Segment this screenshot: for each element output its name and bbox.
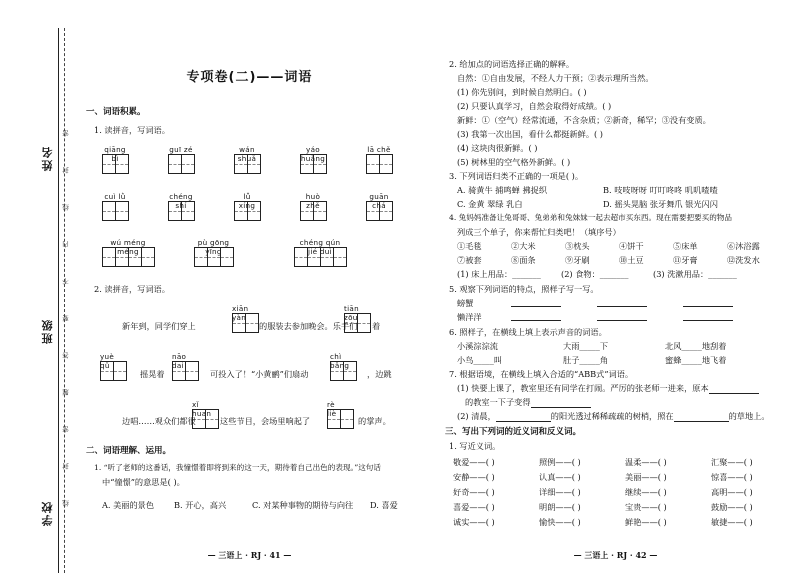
synonym-grid — [453, 456, 797, 528]
r-q7-blank2[interactable] — [531, 398, 591, 408]
synonym-item[interactable]: 惊喜——( ) — [711, 472, 753, 482]
r-q2-item5[interactable]: (5) 树林里的空气格外新鲜。( ) — [457, 157, 571, 167]
r-q2-item4[interactable]: (4) 这块肉很新鲜。( ) — [457, 143, 538, 153]
cut-mark-char: 封 — [62, 463, 70, 470]
cut-mark-char: 密 — [62, 130, 70, 137]
cut-mark-char: 密 — [62, 426, 70, 433]
r-q5-example1: 螃蟹 — [457, 298, 474, 308]
q4-item: ④饼干 — [619, 241, 644, 251]
cut-mark-char: 封 — [62, 167, 70, 174]
pinyin: chéng qún jié duì — [299, 238, 341, 256]
q4-item: ⑫洗发水 — [727, 255, 760, 265]
r-q4-list3[interactable]: (3) 洗漱用品：_______ — [653, 269, 737, 279]
binding-cut-line — [64, 28, 65, 573]
q3-option-a[interactable]: A. 美丽的景色 — [102, 500, 155, 510]
q4-item: ①毛毯 — [457, 241, 482, 251]
r-q7-text1: (1) 快要上课了，教室里还有同学在打闹。严厉的张老师一进来，原本 — [457, 383, 709, 393]
q3-line1: 1. “听了老师的这番话，我憧憬着即将到来的这一天，期待着自己出色的表现。”这句话 — [94, 463, 381, 472]
q2-sentence3c: 的掌声。 — [358, 416, 391, 426]
q2-sentence3b: 这些节目，会场里响起了 — [220, 416, 311, 426]
writing-boxes[interactable] — [366, 201, 393, 221]
pinyin: cuì lǜ — [104, 192, 126, 201]
r-q7-text3: (2) 清晨， — [457, 411, 496, 421]
writing-boxes[interactable] — [102, 247, 155, 267]
r-q7-line3 — [457, 410, 770, 422]
synonym-item[interactable]: 好奇——( ) — [453, 487, 495, 497]
pinyin: huò zhě — [305, 192, 321, 210]
r-q2-def1: 自然：①自由发展，不经人力干预；②表示理所当然。 — [457, 73, 654, 83]
synonym-item[interactable]: 美丽——( ) — [625, 472, 667, 482]
synonym-item[interactable]: 温柔——( ) — [625, 457, 667, 467]
writing-boxes[interactable] — [234, 201, 261, 221]
writing-boxes[interactable] — [232, 313, 259, 333]
q4-item: ⑨牙刷 — [565, 255, 590, 265]
q2-sentence1a: 新年到，同学们穿上 — [122, 321, 196, 331]
synonym-item[interactable]: 认真——( ) — [539, 472, 581, 482]
binding-strip — [0, 0, 80, 580]
q4-item: ⑥沐浴露 — [727, 241, 760, 251]
r-q7-title: 7. 根据语境，在横线上填入合适的“ABB式”词语。 — [449, 369, 634, 379]
r-q6-r2c1[interactable]: 小鸟_____叫 — [457, 355, 503, 365]
cut-mark-char: 不 — [62, 278, 70, 285]
synonym-item[interactable]: 鼓励——( ) — [711, 502, 753, 512]
pinyin: guān chá — [369, 192, 389, 210]
pinyin: lā chě — [367, 145, 391, 154]
r-q3-option-b[interactable]: B. 吱吱呀呀 叮叮咚咚 叽叽喳喳 — [603, 185, 718, 195]
writing-boxes[interactable] — [300, 201, 327, 221]
r-q2-item2[interactable]: (2) 只要认真学习，自然会取得好成绩。( ) — [457, 101, 612, 111]
r-q7-line2 — [465, 396, 591, 408]
pinyin: yáo huàng — [300, 145, 326, 163]
r-q7-text3c: 的草地上。 — [728, 411, 770, 421]
writing-boxes[interactable] — [102, 154, 129, 174]
writing-boxes[interactable] — [234, 154, 261, 174]
r-q3-option-d[interactable]: D. 摇头晃脑 张牙舞爪 银光闪闪 — [603, 199, 718, 209]
q3-option-b[interactable]: B. 开心，高兴 — [174, 500, 227, 510]
r-q3-option-c[interactable]: C. 金黄 翠绿 乳白 — [457, 199, 523, 209]
r-q4-list2[interactable]: (2) 食物：_______ — [561, 269, 629, 279]
q4-item: ③枕头 — [565, 241, 590, 251]
writing-boxes[interactable] — [102, 201, 129, 221]
synonym-item[interactable]: 明朗——( ) — [539, 502, 581, 512]
r-q7-line1 — [457, 382, 759, 394]
cut-mark-char: 内 — [62, 241, 70, 248]
r-q2-title: 2. 给加点的词语选择正确的解释。 — [449, 59, 575, 69]
q4-item: ⑩土豆 — [619, 255, 644, 265]
q3-line2: 中“憧憬”的意思是( )。 — [102, 477, 185, 487]
pinyin: lǚ xíng — [238, 192, 256, 210]
r-q4-line1: 4. 兔妈妈准备让兔哥哥、兔弟弟和兔妹妹一起去超市买东西。现在需要把要买的物品 — [449, 213, 733, 222]
r-q6-title: 6. 照样子，在横线上填上表示声音的词语。 — [449, 327, 607, 337]
writing-boxes[interactable] — [300, 154, 327, 174]
q2-sentence2b: 可投入了！“小黄鹂”们扇动 — [210, 369, 309, 379]
r-q6-r1c1: 小溪淙淙流 — [457, 341, 498, 351]
r-q4-line2: 列成三个单子，你来帮忙归类吧！（填序号） — [457, 227, 621, 237]
r-q6-r2c2[interactable]: 肚子_____角 — [563, 355, 609, 365]
pinyin: wán shuǎ — [237, 145, 257, 163]
writing-boxes[interactable] — [194, 247, 234, 267]
synonym-item[interactable]: 愉快——( ) — [539, 517, 581, 527]
r-q2-item3[interactable]: (3) 我第一次出国，看什么都挺新鲜。( ) — [457, 129, 604, 139]
r-q2-item1[interactable]: (1) 你先别问，到时候自然明白。( ) — [457, 87, 587, 97]
writing-boxes[interactable] — [100, 361, 127, 381]
writing-boxes[interactable] — [294, 247, 347, 267]
q2-sentence1c: 着 — [372, 321, 381, 331]
synonym-item[interactable]: 详细——( ) — [539, 487, 581, 497]
q2-label: 2. 读拼音，写词语。 — [94, 284, 170, 294]
r-q7-blank4[interactable] — [674, 412, 729, 422]
cut-mark-char: 题 — [62, 389, 70, 396]
q3-option-d[interactable]: D. 喜爱 — [370, 500, 398, 510]
r-q7-blank1[interactable] — [709, 384, 759, 394]
pinyin: pù gōng yīng — [197, 238, 230, 256]
synonym-item[interactable]: 继续——( ) — [625, 487, 667, 497]
section1-title: 一、词语积累。 — [86, 107, 146, 117]
r-q2-def2: 新鲜：①（空气）经常流通，不含杂质；②新奇，稀罕；③没有变质。 — [457, 115, 711, 125]
q4-item: ⑧面条 — [511, 255, 536, 265]
r-q8-title: 1. 写近义词。 — [449, 441, 501, 451]
r-q5-blanks-row2[interactable] — [511, 311, 733, 321]
binding-solid-line — [58, 28, 59, 573]
pinyin: guī zé — [169, 145, 193, 154]
synonym-item[interactable]: 高明——( ) — [711, 487, 753, 497]
q2-sentence1b: 的服装去参加晚会。乐手们 — [259, 321, 358, 331]
r-q3-option-a[interactable]: A. 骑黄牛 捕鸣蝉 拂捉织 — [457, 185, 548, 195]
r-q5-example2: 懒洋洋 — [457, 312, 482, 322]
synonym-item[interactable]: 喜爱——( ) — [453, 502, 495, 512]
q4-item: ⑪牙膏 — [673, 255, 698, 265]
synonym-item[interactable]: 照例——( ) — [539, 457, 581, 467]
r-q7-blank3[interactable] — [496, 412, 551, 422]
q4-item: ②大米 — [511, 241, 536, 251]
synonym-item[interactable]: 敏捷——( ) — [711, 517, 753, 527]
r-q6-r2c3[interactable]: 蜜蜂_____地飞着 — [665, 355, 727, 365]
pinyin: wú méng méng — [110, 238, 146, 256]
pinyin: qiāng bì — [104, 145, 126, 163]
left-page: 专项卷(二)——词语 一、词语积累。 1. 读拼音，写词语。 qiāng bì guī zé wán shuǎ yáo huàng lā chě cuì lǜ chéng shí lǚ xíng huò zhě guān chá wú méng méng pù gōng yīng chéng qún jié duì 2. 读拼音，写词语。 xiān yàn tiān zōu 新年到，同学们穿上 的服装去参加晚会。乐手们 着 yuè qǔ nāo dai chì bǎng 摇晃着 可投入了！“小黄鹂”们扇动 ，边跳 xǐ huan rè liè 边唱……观众们都很 这些节目，会场里响起了 的掌声。 二、词语理解、运用。 1. “听了老师的这番话，我憧憬着即将到来的这一天，期待着自己出色的表现。”这句话 中“憧憬”的意思是( )。 A. 美丽的景色 B. 开心，高兴 C. 对某种事物的期待与向往 D. 喜爱 — 三语上 · RJ · 41 — — [82, 0, 417, 580]
page-title: 专项卷(二)——词语 — [186, 70, 313, 85]
r-q5-blanks-row1[interactable] — [511, 297, 733, 307]
r-q3-title: 3. 下列词语归类不正确的一项是( )。 — [449, 171, 584, 181]
synonym-item[interactable]: 安静——( ) — [453, 472, 495, 482]
q1-label: 1. 读拼音，写词语。 — [94, 125, 170, 135]
pinyin: chéng shí — [169, 192, 193, 210]
r-q7-text3b: 的阳光透过稀稀疏疏的树梢，照在 — [550, 411, 674, 421]
left-page-footer: — 三语上 · RJ · 41 — — [207, 550, 292, 560]
class-label: 班级 — [41, 318, 54, 344]
section3-title: 三、写出下列词的近义词和反义词。 — [445, 427, 582, 437]
cut-mark-char: 答 — [62, 352, 70, 359]
q3-option-c[interactable]: C. 对某种事物的期待与向往 — [252, 500, 354, 510]
school-label: 学校 — [41, 500, 54, 526]
writing-boxes[interactable] — [366, 154, 393, 174]
synonym-item[interactable]: 宝贵——( ) — [625, 502, 667, 512]
r-q6-r1c3[interactable]: 北风_____地刮着 — [665, 341, 727, 351]
q4-item: ⑤床单 — [673, 241, 698, 251]
right-page — [443, 0, 788, 580]
r-q7-text2: 的教室一下子变得 — [465, 397, 531, 407]
name-label: 姓名 — [41, 145, 54, 171]
q4-item: ⑦被套 — [457, 255, 482, 265]
r-q4-list1[interactable]: (1) 床上用品：_______ — [457, 269, 541, 279]
writing-boxes[interactable] — [327, 409, 354, 429]
writing-boxes[interactable] — [168, 201, 195, 221]
writing-boxes[interactable] — [330, 361, 357, 381]
cut-mark-char: 要 — [62, 315, 70, 322]
writing-boxes[interactable] — [192, 409, 219, 429]
synonym-item[interactable]: 敬爱——( ) — [453, 457, 495, 467]
synonym-item[interactable]: 汇聚——( ) — [711, 457, 753, 467]
writing-boxes[interactable] — [172, 361, 199, 381]
synonym-item[interactable]: 鲜艳——( ) — [625, 517, 667, 527]
q2-sentence2a: 摇晃着 — [140, 369, 165, 379]
writing-boxes[interactable] — [168, 154, 195, 174]
cut-mark-char: 线 — [62, 204, 70, 211]
q2-sentence2c: ，边跳 — [367, 369, 392, 379]
r-q5-title: 5. 观察下列词语的特点，照样子写一写。 — [449, 284, 599, 294]
synonym-item[interactable]: 诚实——( ) — [453, 517, 495, 527]
r-q6-r1c2[interactable]: 大雨_____下 — [563, 341, 609, 351]
cut-mark-char: 线 — [62, 500, 70, 507]
right-page-footer: — 三语上 · RJ · 42 — — [573, 550, 658, 560]
section2-title: 二、词语理解、运用。 — [86, 446, 172, 456]
q2-sentence3a: 边唱……观众们都很 — [122, 416, 196, 426]
